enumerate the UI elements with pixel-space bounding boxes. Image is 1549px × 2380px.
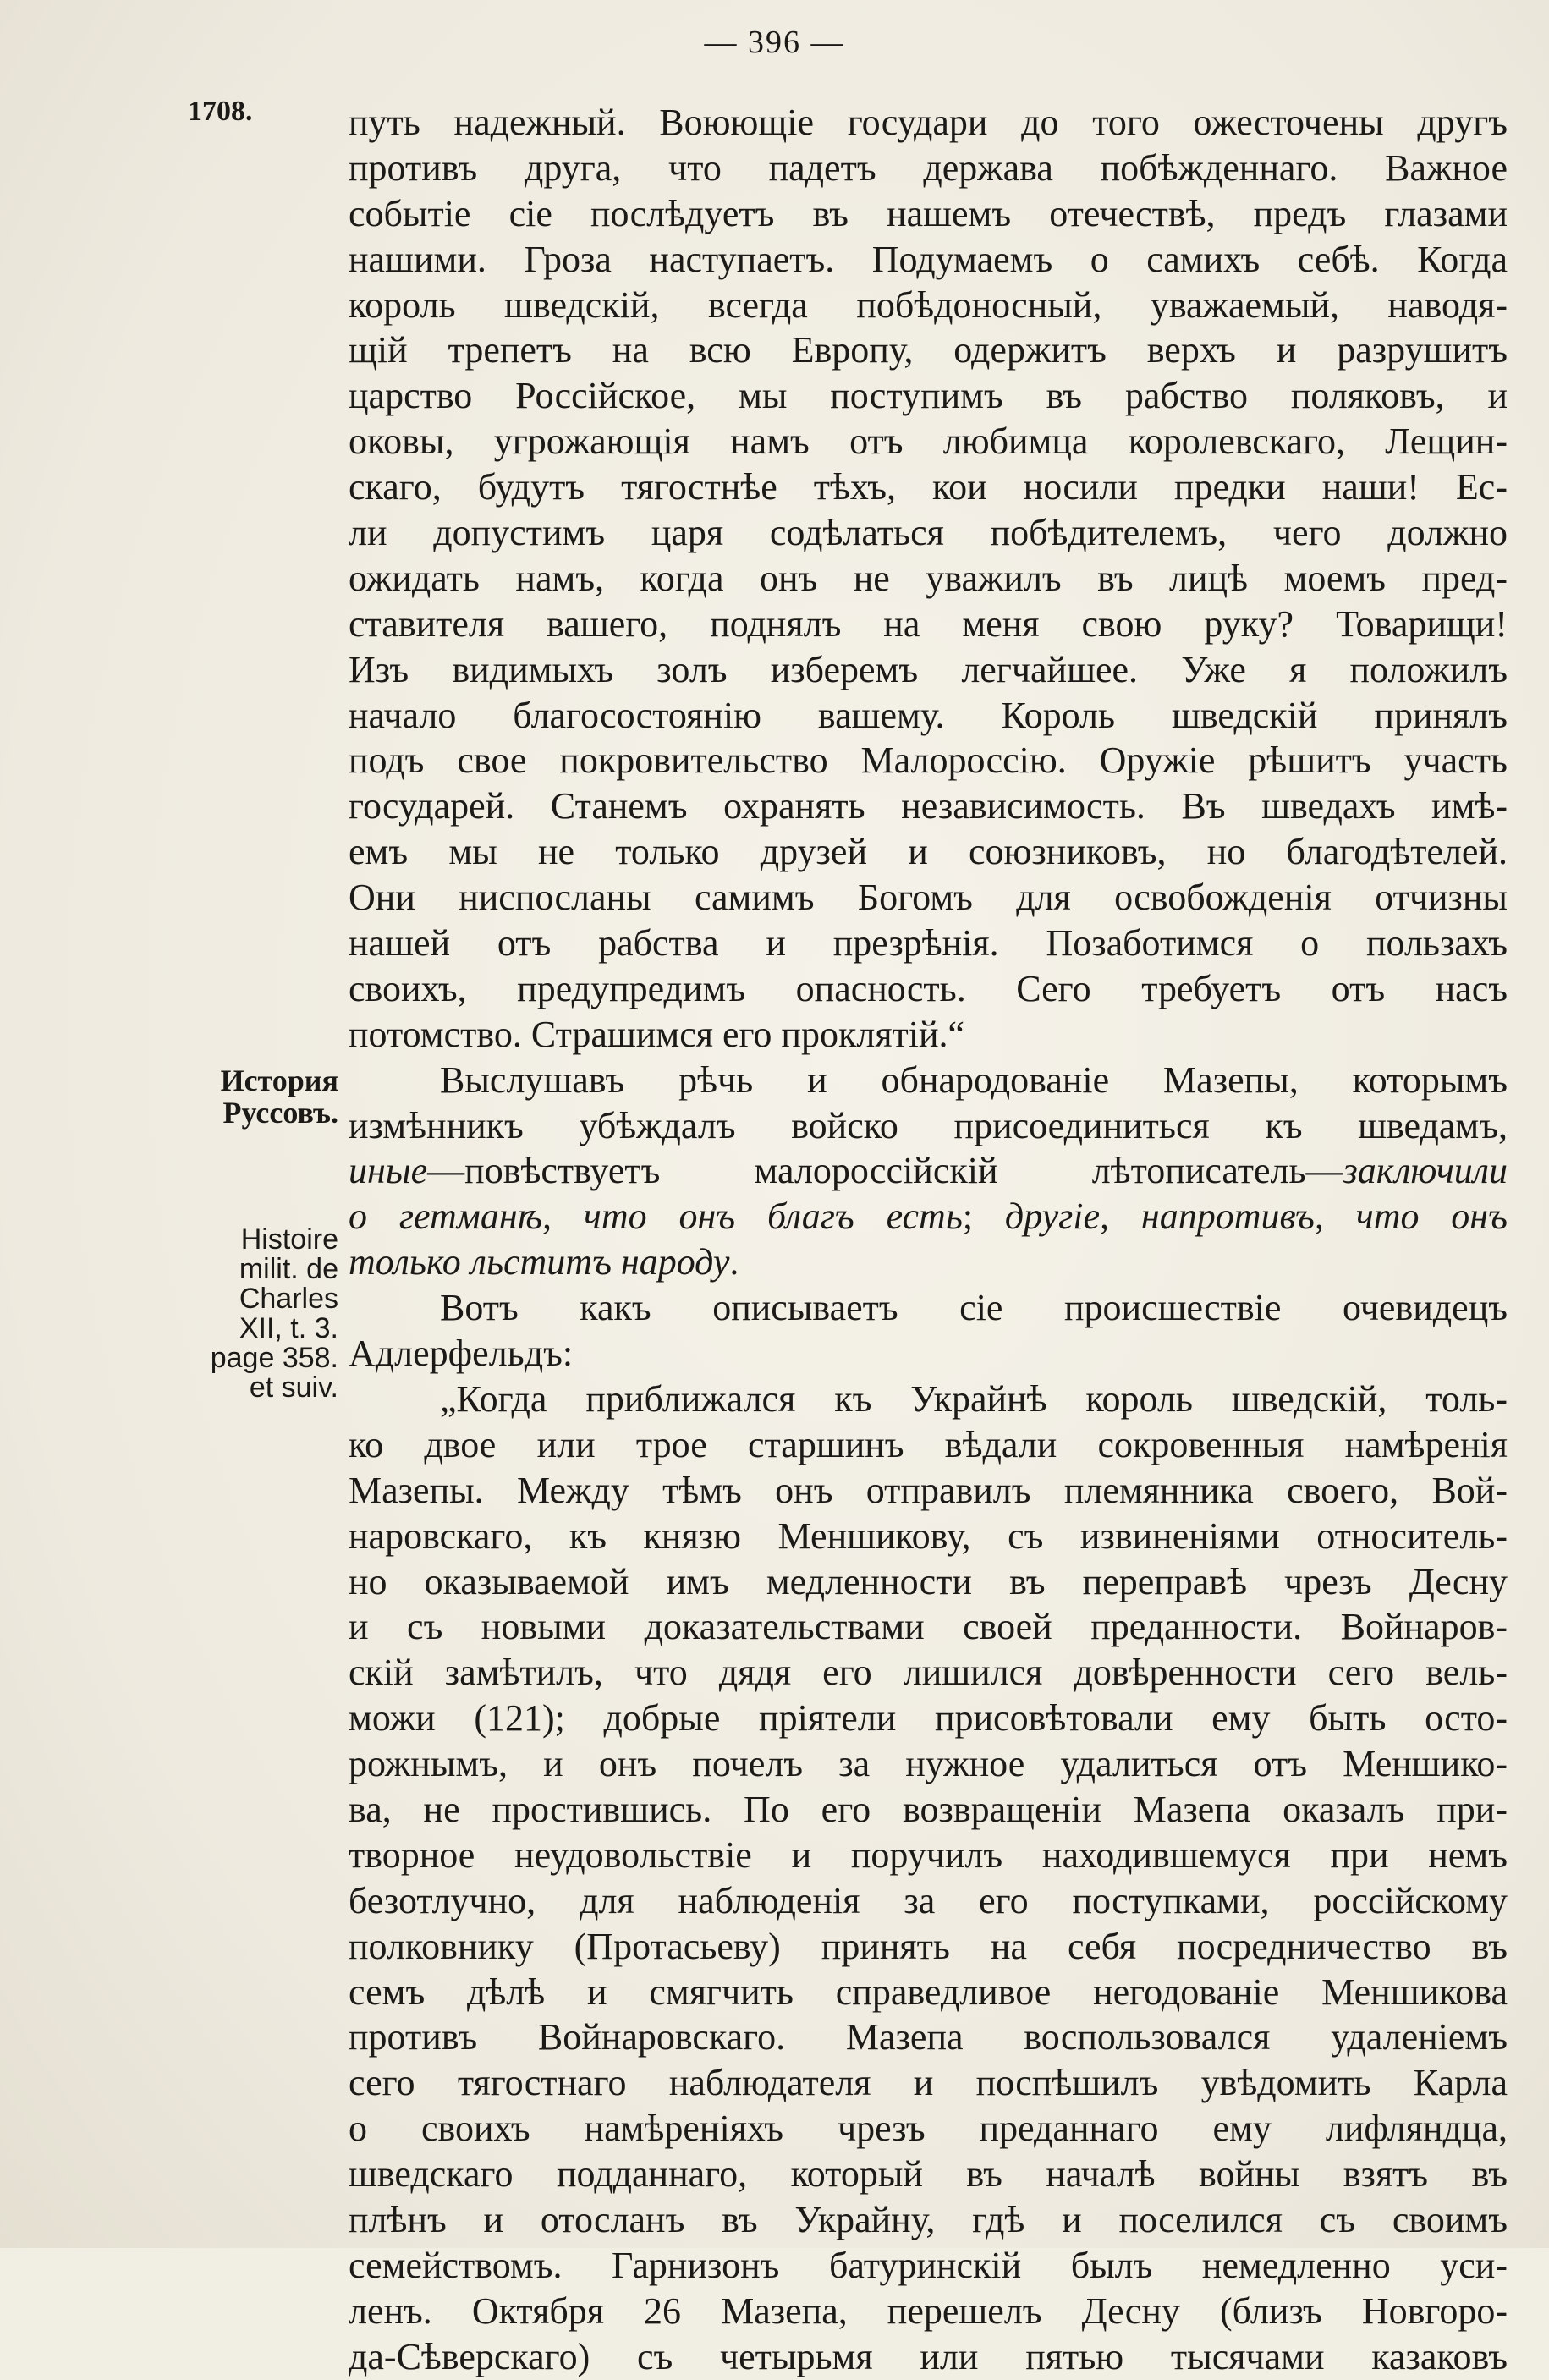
text-line: Они ниспосланы самимъ Богомъ для освобожденія отчизны <box>349 877 1508 919</box>
text-line: но оказываемой имъ медленности въ переправѣ чрезъ Десну <box>349 1560 1508 1602</box>
text-line: подъ свое покровительство Малороссію. Оружіе рѣшитъ участь <box>349 739 1508 782</box>
text-line: наровскаго, къ князю Меншикову, съ извиненіями относитель- <box>349 1514 1508 1557</box>
text-line: ко двое или трое старшинъ вѣдали сокровенныя намѣренія <box>349 1423 1508 1465</box>
margin-line: et suiv. <box>249 1371 338 1404</box>
text-line: нашими. Гроза наступаетъ. Подумаемъ о самихъ себѣ. Когда <box>349 238 1508 280</box>
italic-span: другіе, напротивъ, что онъ <box>1004 1195 1508 1238</box>
text-line: Мазепы. Между тѣмъ онъ отправилъ племянника своего, Вой- <box>349 1469 1508 1511</box>
margin-line: milit. de <box>239 1253 338 1285</box>
text-line: Изъ видимыхъ золъ изберемъ легчайшее. Уже я положилъ <box>349 648 1508 690</box>
text-line: творное неудовольствіе и поручилъ находившемуся при немъ <box>349 1833 1508 1876</box>
text-line: измѣнникъ убѣждалъ войско присоединиться къ шведамъ, <box>349 1104 1508 1146</box>
margin-line: Histoire <box>240 1223 338 1256</box>
page-number: — 396 — <box>704 25 845 60</box>
text-line: и съ новыми доказательствами своей преданности. Войнаров- <box>349 1606 1508 1648</box>
text-line: ли допустимъ царя содѣлаться побѣдителемъ, чего должно <box>349 512 1508 554</box>
text-line-mixed <box>349 1148 1508 1194</box>
text-line: государей. Станемъ охранять независимость. Въ шведахъ имѣ- <box>349 785 1508 827</box>
text-line: король шведскій, всегда побѣдоносный, уважаемый, наводя- <box>349 283 1508 326</box>
text-line: противъ друга, что падетъ держава побѣжденнаго. Важное <box>349 146 1508 189</box>
text-line: да-Сѣверскаго) съ четырьмя или пятью тысячами казаковъ <box>349 2335 1508 2377</box>
roman-span: . <box>729 1241 739 1283</box>
text-line: ва, не простившись. По его возвращеніи Мазепа оказалъ при- <box>349 1788 1508 1830</box>
margin-line: История <box>220 1064 338 1097</box>
text-line: скаго, будутъ тягостнѣе тѣхъ, кои носили предки наши! Ес- <box>349 466 1508 508</box>
margin-line: Charles <box>239 1283 338 1315</box>
text-line: безотлучно, для наблюденія за его поступками, россійскому <box>349 1879 1508 1921</box>
text-line: событіе сіе послѣдуетъ въ нашемъ отечествѣ, предъ глазами <box>349 192 1508 234</box>
paragraph-start-line: „Когда приближался къ Украйнѣ король шведскій, толь- <box>440 1377 1508 1420</box>
text-line: шведскаго подданнаго, который въ началѣ войны взятъ въ <box>349 2153 1508 2196</box>
margin-line: Руссовъ. <box>222 1096 338 1130</box>
italic-span: заключили <box>1343 1150 1508 1192</box>
margin-source-histoire <box>186 1225 338 1403</box>
margin-line: XII, t. 3. <box>239 1312 338 1344</box>
margin-source-istoria <box>182 1064 338 1129</box>
text-line: емъ мы не только друзей и союзниковъ, но благодѣтелей. <box>349 831 1508 873</box>
text-line: ставителя вашего, поднялъ на меня свою руку? Товарищи! <box>349 602 1508 645</box>
text-line: своихъ, предупредимъ опасность. Сего требуетъ отъ насъ <box>349 967 1508 1009</box>
text-line: ожидать намъ, когда онъ не уважилъ въ лицѣ моемъ пред- <box>349 557 1508 599</box>
text-line: Адлерфельдъ: <box>349 1333 574 1375</box>
text-line: потомство. Страшимся его проклятій.“ <box>349 1013 965 1055</box>
italic-span: только льститъ народу <box>349 1241 730 1283</box>
text-line: царство Россійское, мы поступимъ въ рабство поляковъ, и <box>349 375 1508 417</box>
text-line-mixed <box>349 1194 1508 1239</box>
text-line: ленъ. Октября 26 Мазепа, перешелъ Десну (близъ Новгоро- <box>349 2289 1508 2332</box>
text-line: оковы, угрожающія намъ отъ любимца королевскаго, Лещин- <box>349 420 1508 463</box>
text-line: начало благосостоянію вашему. Король шведскій принялъ <box>349 694 1508 736</box>
margin-year-text: 1708. <box>188 96 253 127</box>
text-line: путь надежный. Воюющіе государи до того ожесточены другъ <box>349 102 1508 143</box>
body-text <box>349 100 1508 2380</box>
margin-year <box>188 95 253 128</box>
roman-span: —повѣствуетъ малороссійскій лѣтописатель— <box>427 1150 1343 1192</box>
text-line: скій замѣтилъ, что дядя его лишился довѣренности сего вель- <box>349 1652 1508 1694</box>
text-line: семъ дѣлѣ и смягчить справедливое негодованіе Меншикова <box>349 1971 1508 2013</box>
text-line: противъ Войнаровскаго. Мазепа воспользовался удаленіемъ <box>349 2016 1508 2058</box>
italic-span: иные <box>349 1150 428 1192</box>
text-line: щій трепетъ на всю Европу, одержитъ верхъ и разрушитъ <box>349 329 1508 371</box>
text-line: семействомъ. Гарнизонъ батуринскій былъ немедленно уси- <box>349 2244 1508 2286</box>
text-line: сего тягостнаго наблюдателя и поспѣшилъ увѣдомить Карла <box>349 2062 1508 2104</box>
roman-span: ; <box>962 1195 1005 1238</box>
text-line-mixed <box>349 1239 1508 1285</box>
text-line: о своихъ намѣреніяхъ чрезъ преданнаго ему лифляндца, <box>349 2108 1508 2150</box>
text-line: плѣнъ и отосланъ въ Украйну, гдѣ и поселился съ своимъ <box>349 2198 1508 2240</box>
italic-span: о гетманѣ, что онъ благъ есть <box>349 1195 963 1238</box>
margin-line: page 358. <box>210 1342 338 1374</box>
text-line: нашей отъ рабства и презрѣнія. Позаботимся о пользахъ <box>349 922 1508 965</box>
text-line: рожнымъ, и онъ почелъ за нужное удалиться отъ Меншико- <box>349 1743 1508 1785</box>
text-line: полковнику (Протасьеву) принять на себя посредничество въ <box>349 1925 1508 1967</box>
text-line: можи (121); добрые пріятели присовѣтовали ему быть осто- <box>349 1697 1508 1740</box>
paragraph-start-line: Вотъ какъ описываетъ сіе происшествіе очевидецъ <box>440 1287 1508 1329</box>
paragraph-start-line: Выслушавъ рѣчь и обнародованіе Мазепы, которымъ <box>440 1058 1508 1101</box>
